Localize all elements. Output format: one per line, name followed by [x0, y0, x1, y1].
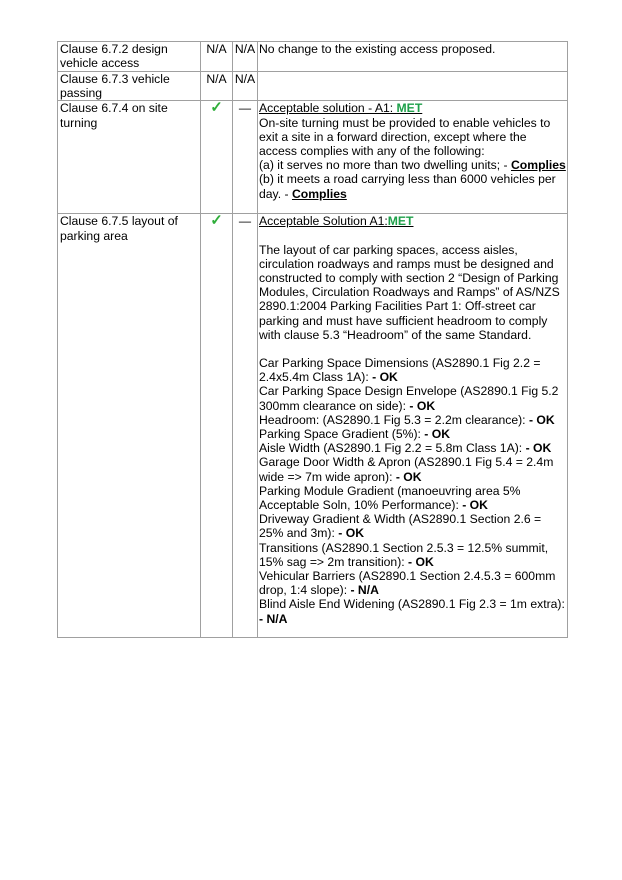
- check-item: Transitions (AS2890.1 Section 2.5.3 = 12.5% summit, 15% sag => 2m transition): - OK: [259, 540, 549, 569]
- solution-body: The layout of car parking spaces, access aisles, circulation roadways and ramps must be designed and constructed to comply with section 2 “Design of Parking Modules, Circulation Roadways and Ramps” of AS/NZS 2890.1:2004 Parking Facilities Part 1: Off-street car parking and must have sufficient headroom to comply with clause 5.3 “Headroom” of the same Standard.: [259, 242, 560, 342]
- status-cell: [201, 214, 233, 638]
- check-item: Parking Module Gradient (manoeuvring area 5% Acceptable Soln, 10% Performance): - OK: [259, 483, 521, 513]
- check-icon: ✓: [210, 99, 223, 117]
- table-row: [58, 42, 568, 72]
- solution-heading: Acceptable solution - A1: MET: [259, 101, 423, 116]
- status-cell: N/A: [233, 72, 258, 101]
- check-item: Garage Door Width & Apron (AS2890.1 Fig 5.4 = 2.4m wide => 7m wide apron): - OK: [259, 455, 554, 484]
- check-item: Aisle Width (AS2890.1 Fig 2.2 = 5.8m Class 1A): - OK: [259, 441, 552, 456]
- status-cell: [233, 214, 258, 638]
- check-result: - N/A: [350, 583, 379, 598]
- solution-body: On-site turning must be provided to enable vehicles to exit a site in a forward direction, except where the access complies with any of the following:: [259, 115, 551, 159]
- status-cell: N/A: [201, 72, 233, 101]
- description-cell: [258, 101, 568, 214]
- met-status: MET: [387, 214, 414, 229]
- check-result: - OK: [424, 427, 451, 442]
- clause-cell: Clause 6.7.2 design vehicle access: [58, 42, 201, 72]
- description-cell: [258, 72, 568, 101]
- check-icon: ✓: [210, 212, 223, 230]
- status-cell: N/A: [201, 42, 233, 72]
- check-item: Driveway Gradient & Width (AS2890.1 Section 2.6 = 25% and 3m): - OK: [259, 512, 542, 541]
- dash-mark: —: [238, 101, 252, 116]
- clause-cell: Clause 6.7.3 vehicle passing: [58, 72, 201, 101]
- condition-a: (a) it serves no more than two dwelling units; - Complies: [259, 158, 566, 173]
- check-result: - OK: [338, 526, 364, 541]
- check-result: - N/A: [259, 611, 288, 626]
- clause-cell: Clause 6.7.5 layout of parking area: [58, 214, 201, 638]
- check-item: Blind Aisle End Widening (AS2890.1 Fig 2.3 = 1m extra): - N/A: [259, 597, 565, 626]
- table-row: [58, 214, 568, 638]
- solution-heading: Acceptable Solution A1:MET: [259, 214, 414, 229]
- clause-cell: Clause 6.7.4 on site turning: [58, 101, 201, 214]
- check-list: [259, 356, 566, 626]
- met-status: MET: [396, 101, 423, 116]
- status-cell: N/A: [233, 42, 258, 72]
- description-cell: [258, 214, 568, 638]
- check-result: - OK: [525, 441, 552, 456]
- compliance-table: [57, 41, 568, 638]
- status-cell: [201, 101, 233, 214]
- table-row: [58, 101, 568, 214]
- description-cell: No change to the existing access proposed.: [258, 42, 568, 72]
- check-item: Parking Space Gradient (5%): - OK: [259, 427, 451, 442]
- check-item: Car Parking Space Dimensions (AS2890.1 Fig 2.2 = 2.4x5.4m Class 1A): - OK: [259, 356, 541, 385]
- condition-b: (b) it meets a road carrying less than 6000 vehicles per day. - Complies: [259, 172, 556, 201]
- table-row: [58, 72, 568, 101]
- check-result: - OK: [372, 370, 398, 385]
- status-cell: [233, 101, 258, 214]
- dash-mark: —: [238, 214, 252, 229]
- check-item: Vehicular Barriers (AS2890.1 Section 2.4.5.3 = 600mm drop, 1:4 slope): - N/A: [259, 569, 556, 598]
- check-result: - OK: [462, 498, 488, 513]
- check-item: Car Parking Space Design Envelope (AS2890.1 Fig 5.2 300mm clearance on side): - OK: [259, 384, 559, 413]
- check-result: - OK: [408, 554, 434, 569]
- check-result: - OK: [409, 398, 436, 413]
- check-result: - OK: [528, 412, 555, 427]
- check-result: - OK: [395, 469, 422, 484]
- check-item: Headroom: (AS2890.1 Fig 5.3 = 2.2m clearance): - OK: [259, 412, 555, 427]
